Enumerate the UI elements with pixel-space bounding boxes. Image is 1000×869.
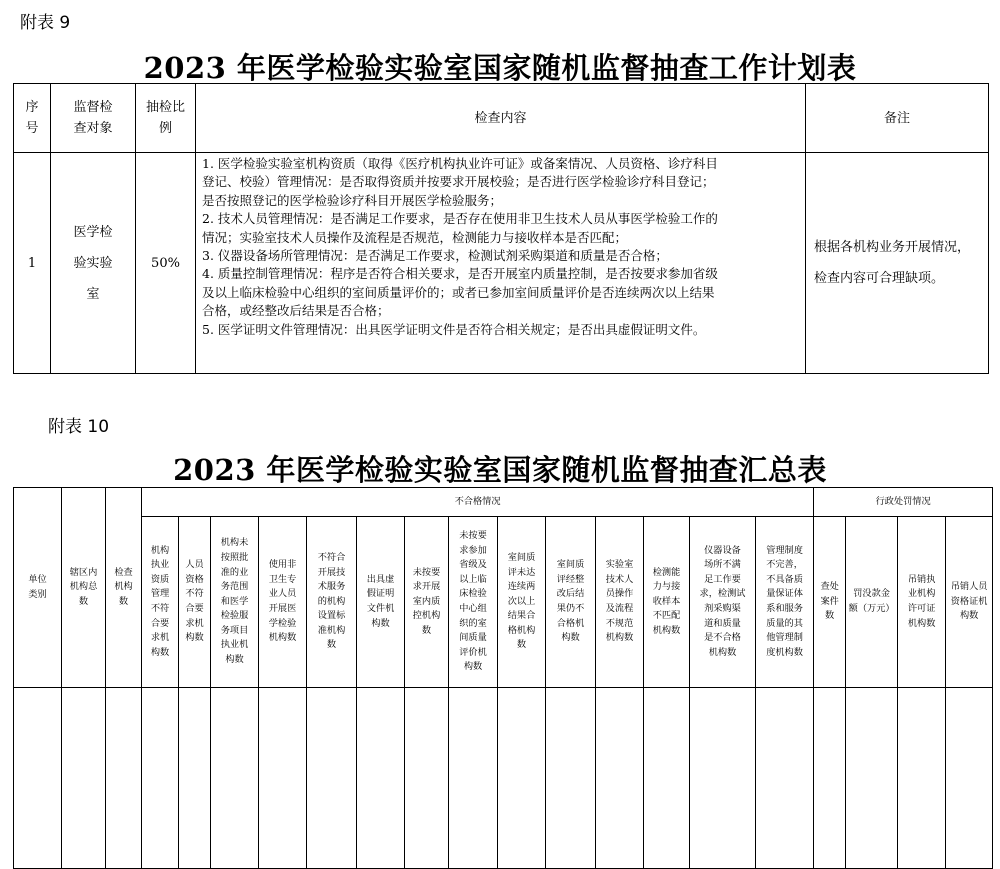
unqualified-header-6: 出具虚 假证明 文件机 构数 <box>357 517 405 688</box>
data-cell[interactable] <box>106 688 142 869</box>
group-unqualified: 不合格情况 <box>142 488 814 517</box>
header-ratio: 抽检比 例 <box>136 84 196 153</box>
row-content: 1. 医学检验实验室机构资质（取得《医疗机构执业许可证》或备案情况、人员资格、诊疗科目 登记、校验）管理情况：是否取得资质并按要求开展校验；是否进行医学检验诊疗科目登记； 是否按照登记的医学检验诊疗科目开展医学检验服务； 2. 技术人员管理情况：是否满足工作要求，是否存在使用非卫生技术人员从事医学检验工作的 情况；实验室技术人员操作及流程是否规范，检测能力与接收样本是否匹配； 3. 仪器设备场所管理情况：是否满足工作要求，检测试剂采购渠道和质量是否合格； 4. 质量控制管理情况：程序是否符合相关要求，是否开展室内质量控制，是否按要求参加省级 及以上临床检验中心组织的室间质量评价的；或者已参加室间质量评价是否连续两次以上结果 合格，或经整改后结果是否合格； 5. 医学证明文件管理情况：出具医学证明文件是否符合相关规定；是否出具虚假证明文件。 <box>196 153 806 374</box>
header-content: 检查内容 <box>196 84 806 153</box>
data-cell[interactable] <box>142 688 179 869</box>
header-seq: 序 号 <box>14 84 51 153</box>
data-cell[interactable] <box>14 688 62 869</box>
plan-table <box>13 83 989 374</box>
header-object: 监督检 查对象 <box>51 84 136 153</box>
table10-label: 附表 10 <box>48 417 110 437</box>
table9-title: 2023 年医学检验实验室国家随机监督抽查工作计划表 <box>143 51 857 85</box>
data-cell[interactable] <box>846 688 898 869</box>
summary-table <box>13 487 993 869</box>
row-remark: 根据各机构业务开展情况， 检查内容可合理缺项。 <box>806 153 989 374</box>
header-total-institutions: 辖区内 机构总 数 <box>62 488 106 688</box>
admin-header-2: 罚没款金 额（万元） <box>846 517 898 688</box>
data-cell[interactable] <box>596 688 644 869</box>
unqualified-header-13: 仪器设备 场所不满 足工作要 求，检测试 剂采购渠 道和质量 是不合格 机构数 <box>690 517 756 688</box>
data-cell[interactable] <box>179 688 211 869</box>
data-cell[interactable] <box>62 688 106 869</box>
unqualified-header-7: 未按要 求开展 室内质 控机构 数 <box>405 517 449 688</box>
data-cell[interactable] <box>211 688 259 869</box>
data-cell[interactable] <box>307 688 357 869</box>
data-cell[interactable] <box>498 688 546 869</box>
unqualified-header-10: 室间质 评经整 改后结 果仍不 合格机 构数 <box>546 517 596 688</box>
data-cell[interactable] <box>546 688 596 869</box>
admin-header-1: 查处 案件 数 <box>814 517 846 688</box>
data-cell[interactable] <box>814 688 846 869</box>
row-object: 医学检 验实验 室 <box>51 153 136 374</box>
data-cell[interactable] <box>259 688 307 869</box>
unqualified-header-5: 不符合 开展技 术服务 的机构 设置标 准机构 数 <box>307 517 357 688</box>
data-cell[interactable] <box>946 688 993 869</box>
summary-group-row <box>14 488 993 517</box>
data-cell[interactable] <box>756 688 814 869</box>
unqualified-header-1: 机构 执业 资质 管理 不符 合要 求机 构数 <box>142 517 179 688</box>
unqualified-header-8: 未按要 求参加 省级及 以上临 床检验 中心组 织的室 间质量 评价机 构数 <box>449 517 498 688</box>
unqualified-header-14: 管理制度 不完善， 不具备质 量保证体 系和服务 质量的其 他管理制 度机构数 <box>756 517 814 688</box>
plan-header-row <box>14 84 989 153</box>
summary-empty-row <box>14 688 993 869</box>
admin-header-4: 吊销人员 资格证机 构数 <box>946 517 993 688</box>
admin-header-3: 吊销执 业机构 许可证 机构数 <box>898 517 946 688</box>
unqualified-header-3: 机构未 按照批 准的业 务范围 和医学 检验服 务项目 执业机 构数 <box>211 517 259 688</box>
table9-label: 附表 9 <box>20 13 71 33</box>
header-unit-type: 单位 类别 <box>14 488 62 688</box>
unqualified-header-2: 人员 资格 不符 合要 求机 构数 <box>179 517 211 688</box>
row-seq: 1 <box>14 153 51 374</box>
unqualified-header-9: 室间质 评未达 连续两 次以上 结果合 格机构 数 <box>498 517 546 688</box>
data-cell[interactable] <box>690 688 756 869</box>
unqualified-header-4: 使用非 卫生专 业人员 开展医 学检验 机构数 <box>259 517 307 688</box>
data-cell[interactable] <box>449 688 498 869</box>
data-cell[interactable] <box>644 688 690 869</box>
table10-title: 2023 年医学检验实验室国家随机监督抽查汇总表 <box>173 453 827 487</box>
data-cell[interactable] <box>405 688 449 869</box>
data-cell[interactable] <box>357 688 405 869</box>
row-ratio: 50% <box>136 153 196 374</box>
header-checked-institutions: 检查 机构 数 <box>106 488 142 688</box>
unqualified-header-12: 检测能 力与接 收样本 不匹配 机构数 <box>644 517 690 688</box>
summary-header-row <box>14 517 993 688</box>
header-remark: 备注 <box>806 84 989 153</box>
unqualified-header-11: 实验室 技术人 员操作 及流程 不规范 机构数 <box>596 517 644 688</box>
plan-row <box>14 153 989 374</box>
data-cell[interactable] <box>898 688 946 869</box>
group-admin-penalty: 行政处罚情况 <box>814 488 993 517</box>
